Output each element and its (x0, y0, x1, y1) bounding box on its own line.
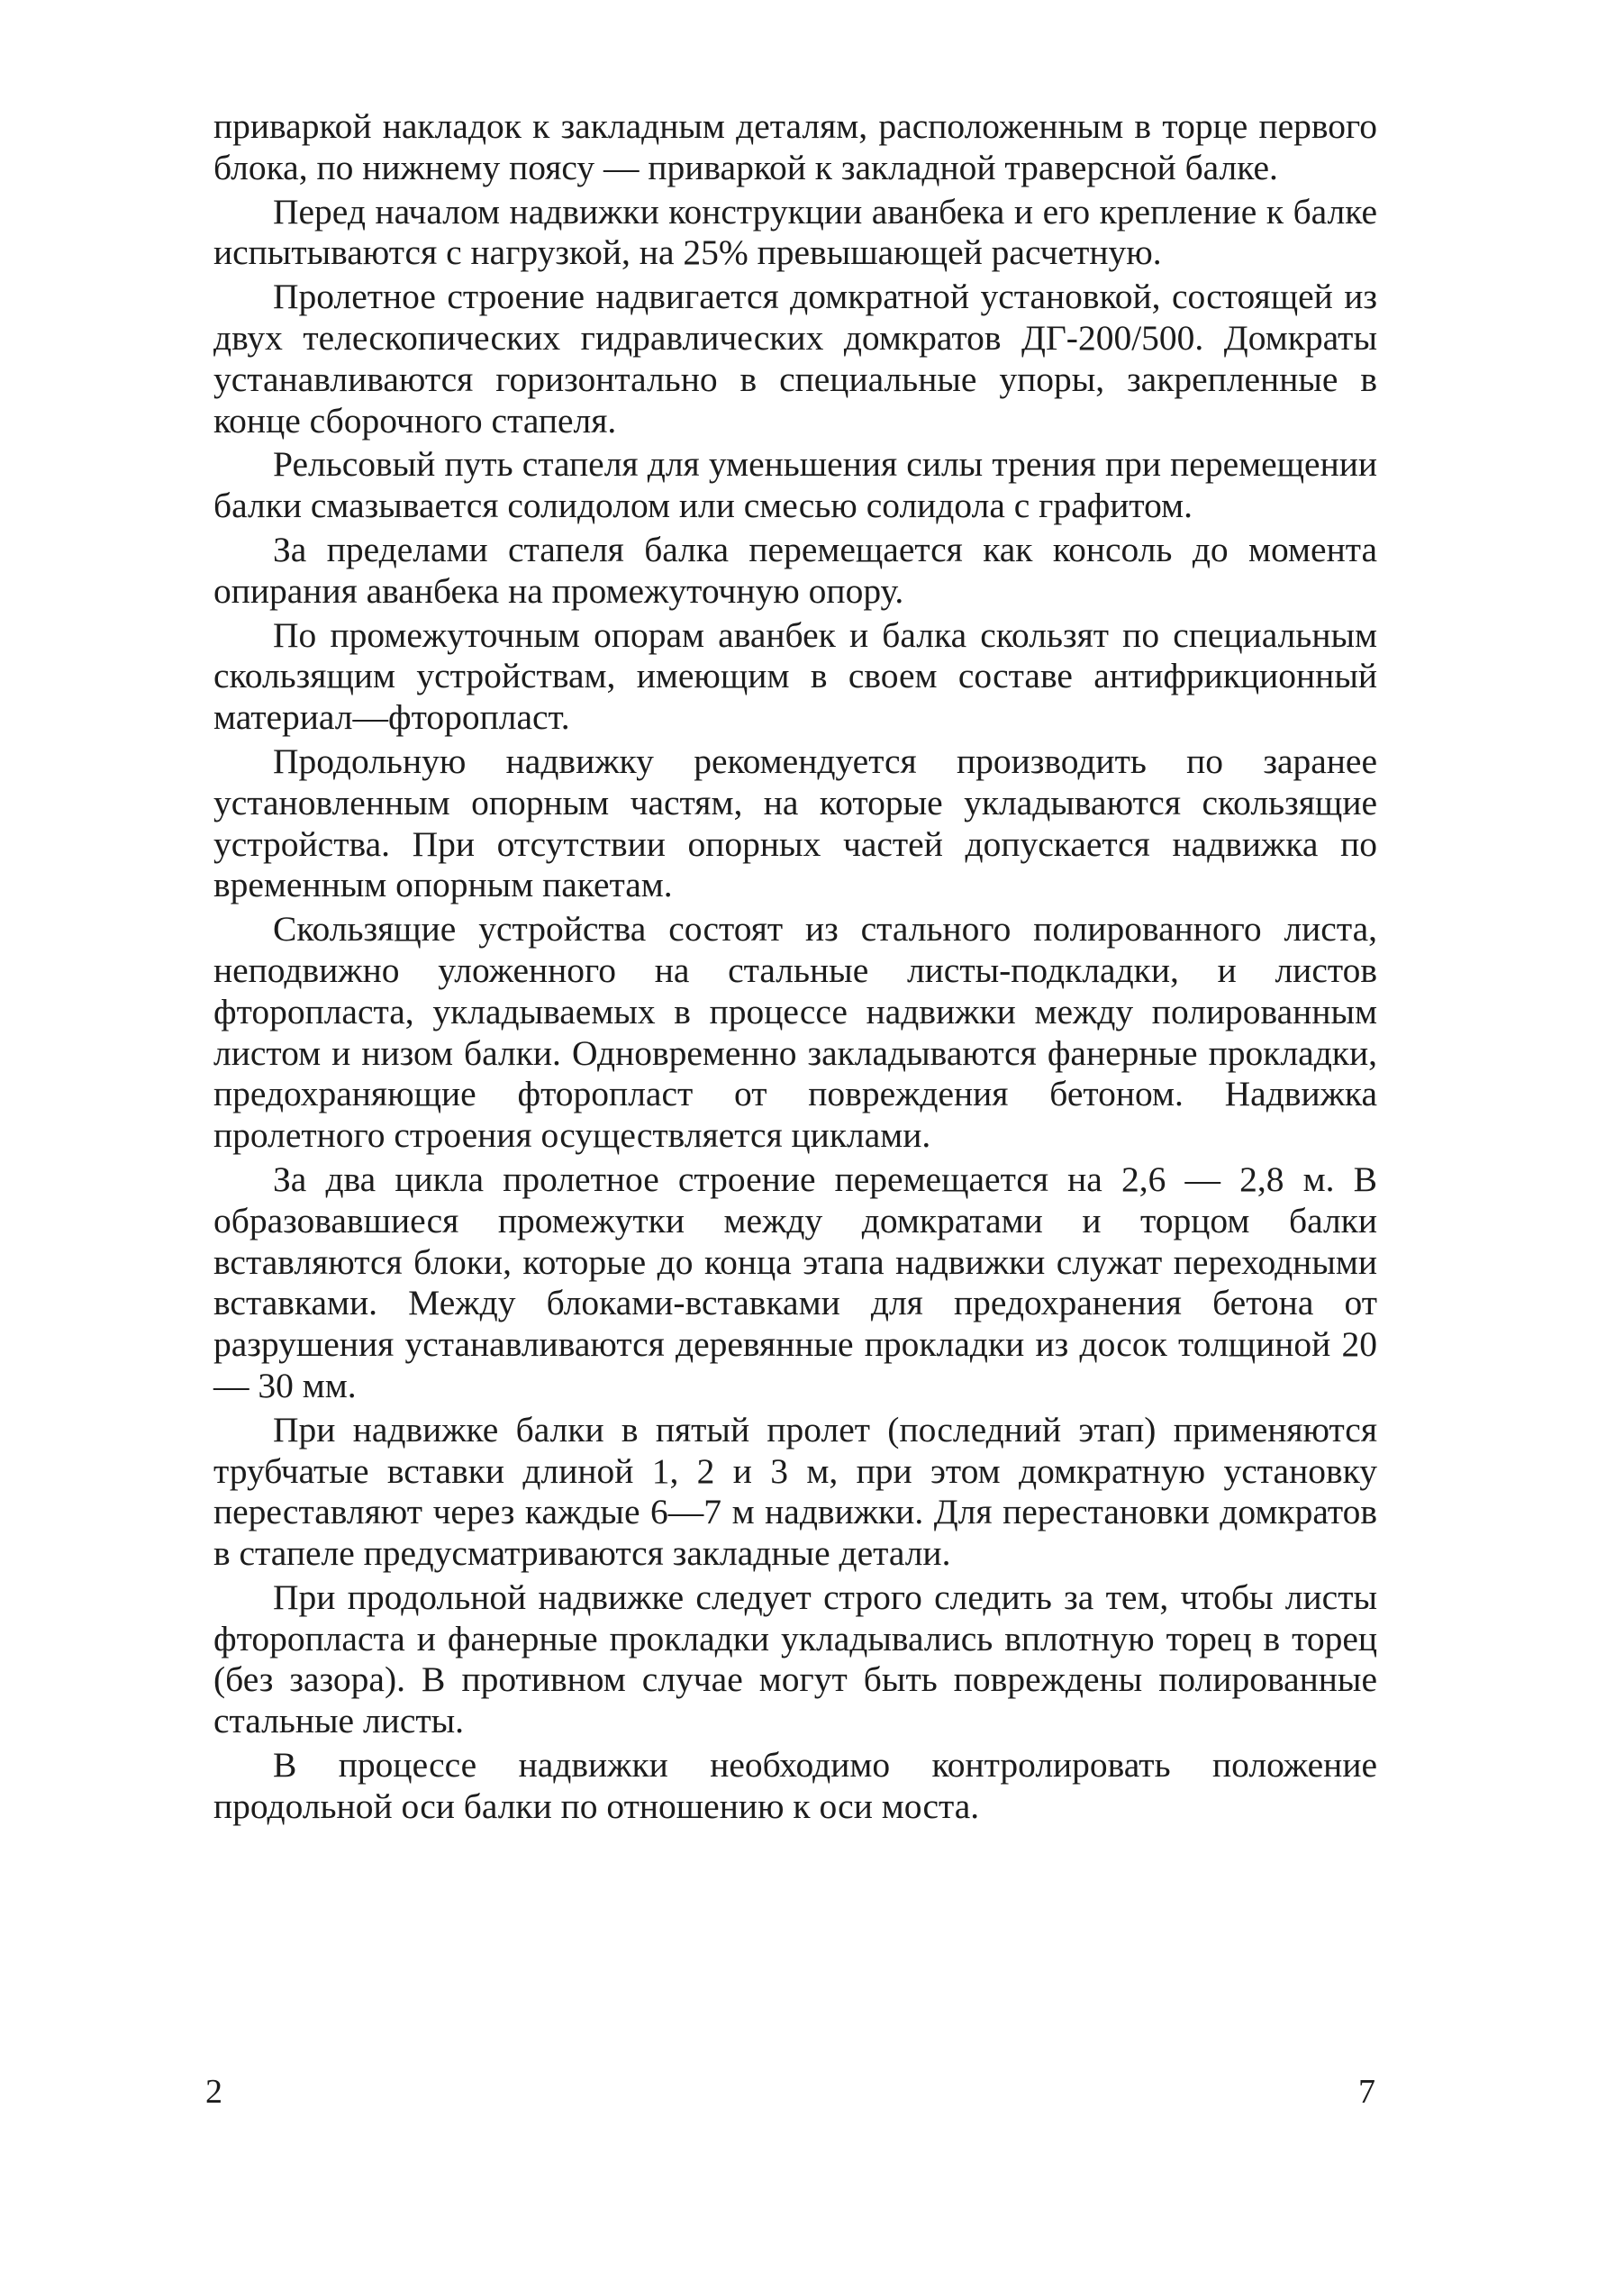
signature-mark: 2 (205, 2073, 222, 2111)
page-number: 7 (1358, 2073, 1375, 2111)
paragraph: За пределами стапеля балка перемещается как консоль до момента опирания аванбека на промежуточную опору. (213, 529, 1377, 611)
paragraph: За два цикла пролетное строение перемещается на 2,6 — 2,8 м. В образовавшиеся промежутки между домкратами и торцом балки вставляются блоки, которые до конца этапа надвижки служат переходными вставками. Между блоками-вставками для предохранения бетона от разрушения устанавливаются деревянные прокладки из досок толщиной 20 — 30 мм. (213, 1159, 1377, 1405)
paragraph: Скользящие устройства состоят из стального полированного листа, неподвижно уложенного на стальные листы-подкладки, и листов фторопласта, укладываемых в процессе надвижки между полированным листом и низом балки. Одновременно закладываются фанерные прокладки, предохраняющие фторопласт от повреждения бетоном. Надвижка пролетного строения осуществляется циклами. (213, 909, 1377, 1156)
paragraph: По промежуточным опорам аванбек и балка скользят по специальным скользящим устройствам, имеющим в своем составе антифрикционный материал—фторопласт. (213, 614, 1377, 738)
paragraph: Перед началом надвижки конструкции аванбека и его крепление к балке испытываются с нагрузкой, на 25% превышающей расчетную. (213, 191, 1377, 273)
paragraph: Продольную надвижку рекомендуется производить по заранее установленным опорным частям, на которые укладываются скользящие устройства. При отсутствии опорных частей допускается надвижка по временным опорным пакетам. (213, 741, 1377, 905)
paragraph: При надвижке балки в пятый пролет (последний этап) применяются трубчатые вставки длиной 1, 2 и 3 м, при этом домкратную установку переставляют через каждые 6—7 м надвижки. Для перестановки домкратов в стапеле предусматриваются закладные детали. (213, 1409, 1377, 1574)
body-text (213, 106, 1377, 1831)
paragraph: При продольной надвижке следует строго следить за тем, чтобы листы фторопласта и фанерные прокладки укладывались вплотную торец в торец (без зазора). В противном случае могут быть повреждены полированные стальные листы. (213, 1577, 1377, 1741)
paragraph: приваркой накладок к закладным деталям, расположенным в торце первого блока, по нижнему поясу — приваркой к закладной траверсной балке. (213, 106, 1377, 187)
paragraph: Пролетное строение надвигается домкратной установкой, состоящей из двух телескопических гидравлических домкратов ДГ-200/500. Домкраты устанавливаются горизонтально в специальные упоры, закрепленные в конце сборочного стапеля. (213, 277, 1377, 441)
paragraph: В процессе надвижки необходимо контролировать положение продольной оси балки по отношению к оси моста. (213, 1745, 1377, 1826)
paragraph: Рельсовый путь стапеля для уменьшения силы трения при перемещении балки смазывается солидолом или смесью солидола с графитом. (213, 444, 1377, 526)
